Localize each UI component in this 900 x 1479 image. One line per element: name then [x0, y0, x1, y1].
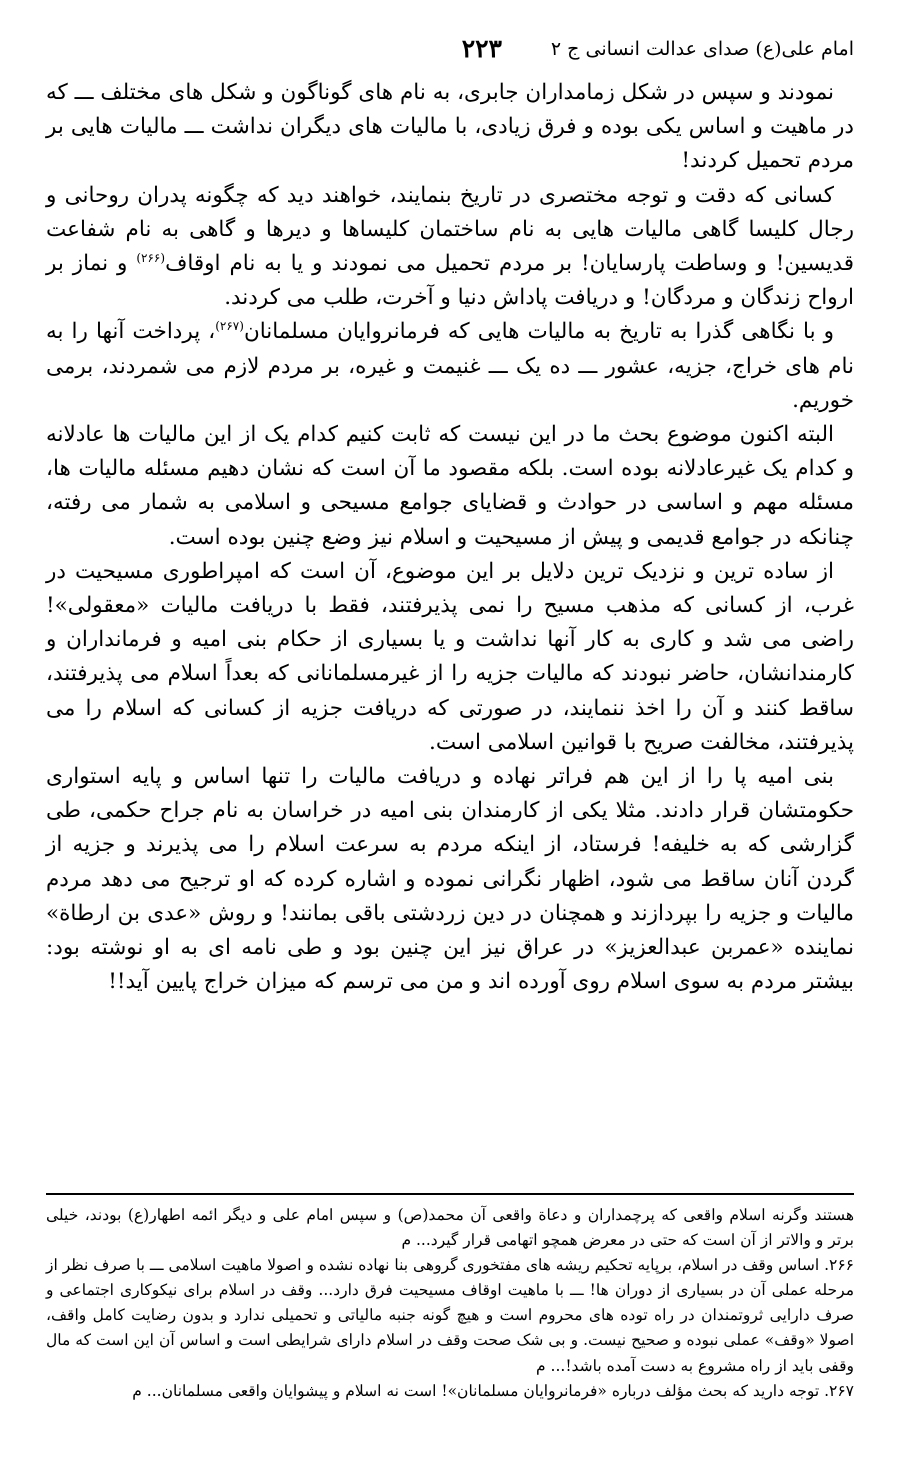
footnote-ref-267[interactable]: (۲۶۷)	[215, 319, 244, 334]
paragraph-text: بنی امیه پا را از این هم فراتر نهاده و دریافت مالیات را تنها اساس و پایه استواری حکومتشان قرار دادند. مثلا یکی از کارمندان بنی امیه در خراسان به نام جراح حکمی، طی گزارشی که به خلیفه! فرستاد، از اینکه مردم به سرعت اسلام را می پذیرند و جزیه از گردن آنان ساقط می شود، اظهار نگرانی نموده و اشاره کرده که او ترجیح می دهد مردم مالیات و جزیه را بپردازند و همچنان در دین زردشتی باقی بمانند! و روش «عدی بن ارطاة» نماینده «عمربن عبدالعزیز» در عراق نیز این چنین بود و طی نامه ای به او نوشته بود: بیشتر مردم به سوی اسلام روی آورده اند و من می ترسم که میزان خراج پایین آید!!	[46, 764, 854, 995]
footnote-ref-266[interactable]: (۲۶۶)	[136, 250, 166, 265]
footnote-266: ۲۶۶. اساس وقف در اسلام، برپایه تحکیم ریشه های مفتخوری گروهی بنا نهاده نشده و اصولا ماهیت اسلامی ـــ با صرف نظر از مرحله عملی آن در بسیاری از دوران ها! ـــ با ماهیت اوقاف مسیحیت فرق دارد... وقف در اسلام برای نیکوکاری اجتماعی و صرف دارایی ثروتمندان در راه توده های محروم است و هیچ گونه جنبه مالیاتی و تحمیلی ندارد و بدون رضایت کامل واقف، اصولا «وقف» عملی نبوده و صحیح نیست. و بی شک صحت وقف در اسلام دارای شرایطی است و اساس آن این است که مال وقفی باید از راه مشروع به دست آمده باشد!... م	[46, 1256, 854, 1375]
paragraph-text: و با نگاهی گذرا به تاریخ به مالیات هایی که فرمانروایان مسلمانان	[243, 319, 835, 345]
paragraph	[46, 179, 854, 316]
footnote-267: ۲۶۷. توجه دارید که بحث مؤلف درباره «فرمانروایان مسلمانان»! است نه اسلام و پیشوایان واقعی مسلمانان... م	[132, 1381, 854, 1400]
footnote-divider	[46, 1193, 854, 1195]
paragraph-text: کسانی که دقت و توجه مختصری در تاریخ بنمایند، خواهند دید که چگونه پدران روحانی و رجال کلیسا گاهی مالیات هایی به نام ساختمان کلیساها و دیرها و گاهی به نام شفاعت قدیسین! و وساطت پارسایان! بر مردم تحمیل می نمودند و یا به نام اوقاف	[46, 182, 854, 277]
page-number: ۲۲۳	[461, 34, 502, 63]
paragraph-text-tail: و نماز بر ارواح زندگان و مردگان! و دریافت پاداش دنیا و آخرت، طلب می کردند.	[46, 251, 854, 311]
body-text	[46, 76, 854, 999]
paragraph-text-tail: ، پرداخت آنها را به نام های خراج، جزیه، عشور ـــ ده یک ـــ غنیمت و غیره، بر مردم لازم می شمردند، برمی خوریم.	[46, 319, 854, 413]
page-header	[46, 34, 854, 68]
paragraph	[46, 315, 854, 418]
paragraph	[46, 555, 854, 760]
paragraph	[46, 760, 854, 999]
paragraph-text: از ساده ترین و نزدیک ترین دلایل بر این موضوع، آن است که امپراطوری مسیحیت در غرب، از کسانی که مذهب مسیح را نمی پذیرفتند، فقط با دریافت مالیات «معقولی»! راضی می شد و کاری به کار آنها نداشت و یا بسیاری از حکام بنی امیه و فرمانداران و کارمندانشان، حاضر نبودند که مالیات جزیه را از غیرمسلمانانی که بعداً اسلام می پذیرفتند، ساقط کنند و آن را اخذ ننمایند، در صورتی که دریافت جزیه از کسانی که اسلام را می پذیرفتند، مخالفت صریح با قوانین اسلامی است.	[46, 558, 855, 755]
book-title: امام علی(ع) صدای عدالت انسانی ج ۲	[550, 38, 854, 60]
paragraph-text: البته اکنون موضوع بحث ما در این نیست که ثابت کنیم کدام یک از این مالیات ها عادلانه و کدام یک غیرعادلانه بوده است. بلکه مقصود ما آن است که نشان دهیم مسئله مالیات ها، مسئله مهم و اساسی در حوادث و قضایای جوامع مسیحی و اسلامی به شمار می رفته، چنانکه در جوامع قدیمی و پیش از مسیحیت و اسلام نیز وضع چنین بوده است.	[46, 422, 854, 550]
paragraph	[46, 418, 854, 555]
paragraph-text: نمودند و سپس در شکل زمامداران جابری، به نام های گوناگون و شکل های مختلف ـــ که در ماهیت و اساس یکی بوده و فرق زیادی، با مالیات های دیگران نداشت ـــ مالیات هایی بر مردم تحمیل کردند!	[46, 80, 854, 174]
footnotes	[46, 1203, 854, 1404]
paragraph	[46, 76, 854, 179]
footnote-continuation: هستند وگرنه اسلام واقعی که پرچمداران و دعاة واقعی آن محمد(ص) و سپس امام علی و دیگر ائمه اطهار(ع) بودند، خیلی برتر و والاتر از آن است که حتی در معرض همچو اتهامی قرار گیرد... م	[46, 1206, 854, 1250]
